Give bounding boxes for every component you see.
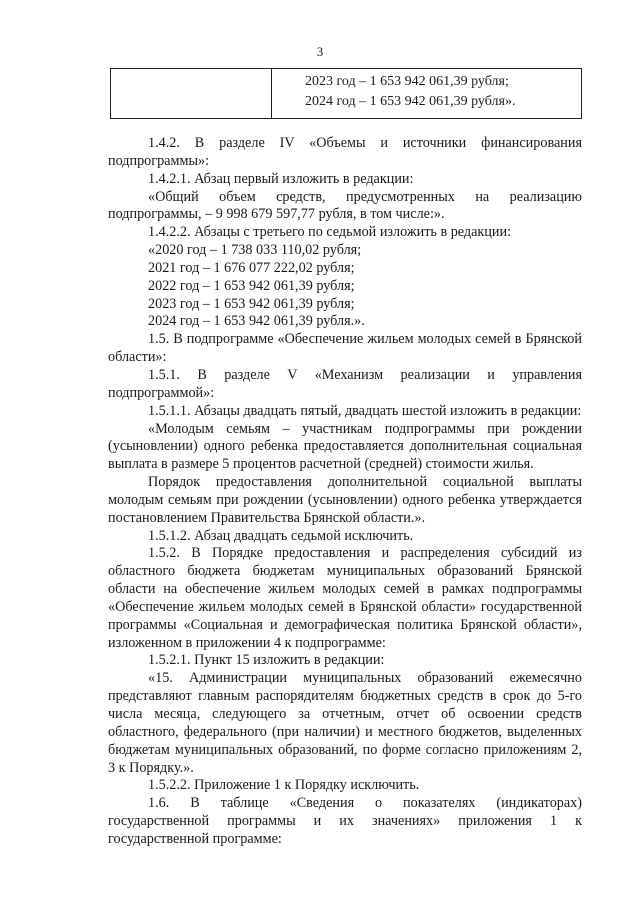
paragraph: 1.4.2. В разделе IV «Объемы и источники финансирования подпрограммы»: xyxy=(108,135,582,169)
amount-line: «2020 год – 1 738 033 110,02 рубля; xyxy=(148,242,362,259)
paragraph: 1.4.2.1. Абзац первый изложить в редакции: xyxy=(148,170,414,187)
amount-line: 2023 год – 1 653 942 061,39 рубля; xyxy=(148,295,355,312)
paragraph: «Молодым семьям – участникам подпрограммы при рождении (усыновлении) одного ребенка предоставляется дополнительная социальная выплата в размере 5 процентов расчетной (средней) стоимости жилья. xyxy=(108,420,582,473)
table-cell-empty xyxy=(111,69,272,119)
paragraph: 1.4.2.2. Абзацы с третьего по седьмой изложить в редакции: xyxy=(148,224,512,241)
paragraph: 1.5.2. В Порядке предоставления и распределения субсидий из областного бюджета бюджетам муниципальных образований Брянской области на обеспечение жильем молодых семей в рамках подпрограммы «Обеспечение жильем молодых семей в Брянской области» государственной программы «Социальная и демографическая политика Брянской области», изложенном в приложении 4 к подпрограмме: xyxy=(108,545,582,651)
table-line: 2023 год – 1 653 942 061,39 рубля; xyxy=(305,74,509,89)
table-fragment xyxy=(110,68,582,119)
paragraph: 1.6. В таблице «Сведения о показателях (индикаторах) государственной программы и их значениях» приложения 1 к государственной программе: xyxy=(108,795,582,847)
paragraph: 1.5. В подпрограмме «Обеспечение жильем молодых семей в Брянской области»: xyxy=(108,331,582,366)
paragraph: 1.5.1.2. Абзац двадцать седьмой исключить. xyxy=(148,527,414,544)
table-line: 2024 год – 1 653 942 061,39 рубля». xyxy=(305,94,516,109)
paragraph: Порядок предоставления дополнительной социальной выплаты молодым семьям при рождении (усыновлении) одного ребенка утверждается постановлением Правительства Брянской области.». xyxy=(108,474,582,526)
paragraph: 1.5.1. В разделе V «Механизм реализации и управления подпрограммой»: xyxy=(108,366,582,401)
amount-line: 2022 год – 1 653 942 061,39 рубля; xyxy=(148,277,355,294)
paragraph: 1.5.2.2. Приложение 1 к Порядку исключить. xyxy=(148,777,420,794)
paragraph: 1.5.2.1. Пункт 15 изложить в редакции: xyxy=(148,652,385,669)
table-cell-amounts xyxy=(272,69,582,119)
page-number: 3 xyxy=(316,44,324,59)
amount-line: 2024 год – 1 653 942 061,39 рубля.». xyxy=(148,313,365,330)
amount-line: 2021 год – 1 676 077 222,02 рубля; xyxy=(148,259,355,276)
paragraph: «15. Администрации муниципальных образований ежемесячно представляют главным распорядителям бюджетных средств в срок до 5-го числа месяца, следующего за отчетным, отчет об освоении средств областного, федерального (при наличии) и местного бюджетов, выделенных бюджетам муниципальных образований, по форме согласно приложениям 2, 3 к Порядку.». xyxy=(108,670,582,776)
document-body xyxy=(108,135,582,849)
paragraph: 1.5.1.1. Абзацы двадцать пятый, двадцать шестой изложить в редакции: xyxy=(148,402,582,419)
paragraph: «Общий объем средств, предусмотренных на реализацию подпрограммы, – 9 998 679 597,77 рубля, в том числе:». xyxy=(108,188,582,223)
